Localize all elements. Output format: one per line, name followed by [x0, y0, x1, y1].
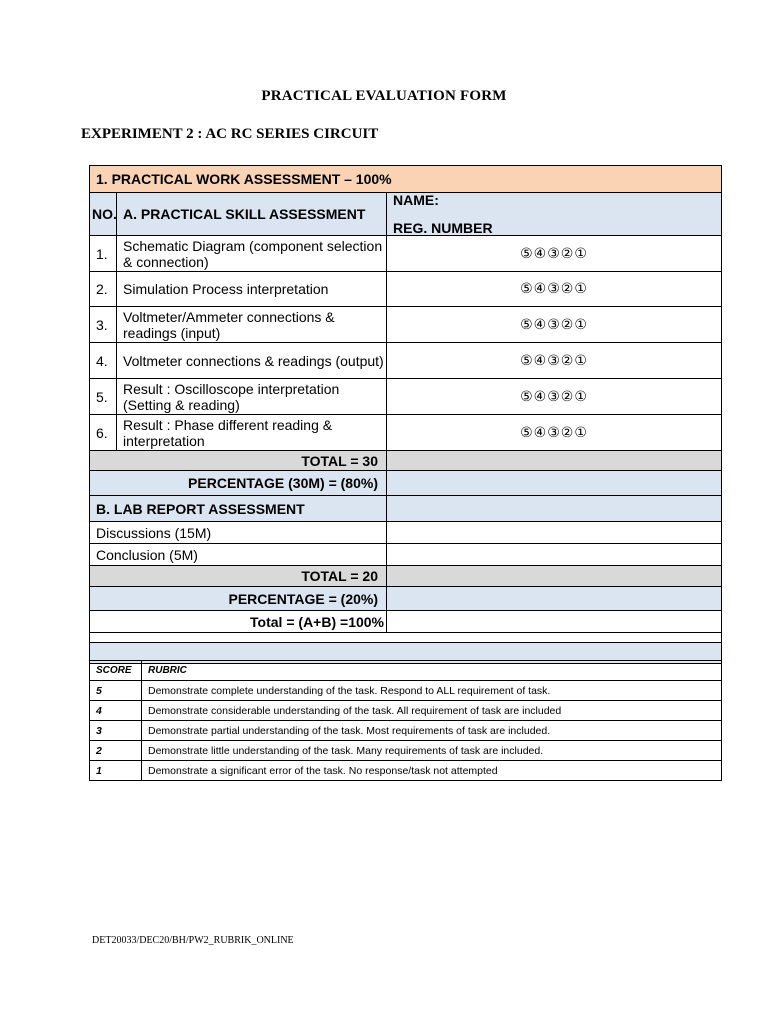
rubric-row — [90, 741, 722, 761]
rubric-row — [90, 761, 722, 781]
rubric-text: Demonstrate partial understanding of the task. Most requirements of task are included. — [142, 721, 722, 741]
experiment-title: EXPERIMENT 2 : AC RC SERIES CIRCUIT — [81, 126, 379, 142]
section-header-row — [90, 166, 722, 193]
row-number: 1. — [90, 236, 117, 272]
rubric-row — [90, 701, 722, 721]
rubric-text: Demonstrate considerable understanding of the task. All requirement of task are included — [142, 701, 722, 721]
name-label: NAME: — [393, 192, 439, 208]
row-number: 4. — [90, 343, 117, 379]
skill-label: Voltmeter connections & readings (output) — [117, 343, 387, 379]
section-b-title: B. LAB REPORT ASSESSMENT — [90, 496, 387, 522]
grand-total-row — [90, 611, 722, 633]
percentage-b-row — [90, 587, 722, 611]
rating-selector[interactable]: ⑤④③②① — [387, 307, 722, 343]
total-a-row — [90, 451, 722, 471]
percentage-b-value[interactable] — [387, 587, 722, 611]
report-item-score[interactable] — [387, 522, 722, 544]
row-number: 5. — [90, 379, 117, 415]
rating-selector[interactable]: ⑤④③②① — [387, 272, 722, 307]
col-no-header: NO. — [90, 193, 117, 236]
total-a-label: TOTAL = 30 — [90, 451, 387, 471]
reg-number-label: REG. NUMBER — [393, 220, 493, 236]
rubric-score: 4 — [90, 701, 142, 721]
rubric-row — [90, 721, 722, 741]
percentage-a-label: PERCENTAGE (30M) = (80%) — [90, 471, 387, 496]
skill-row — [90, 307, 722, 343]
rating-selector[interactable]: ⑤④③②① — [387, 343, 722, 379]
rubric-score: 2 — [90, 741, 142, 761]
rubric-row — [90, 681, 722, 701]
skill-row — [90, 272, 722, 307]
rating-selector[interactable]: ⑤④③②① — [387, 415, 722, 451]
section-b-value — [387, 496, 722, 522]
report-item-label: Conclusion (5M) — [90, 544, 387, 566]
grand-total-value[interactable] — [387, 611, 722, 633]
rating-selector[interactable]: ⑤④③②① — [387, 379, 722, 415]
total-a-value[interactable] — [387, 451, 722, 471]
rating-selector[interactable]: ⑤④③②① — [387, 236, 722, 272]
rubric-text: Demonstrate a significant error of the task. No response/task not attempted — [142, 761, 722, 781]
skill-label: Result : Oscilloscope interpretation (Setting & reading) — [117, 379, 387, 415]
total-b-label: TOTAL = 20 — [90, 566, 387, 587]
percentage-a-value[interactable] — [387, 471, 722, 496]
col-skill-header: A. PRACTICAL SKILL ASSESSMENT — [117, 193, 387, 236]
report-row — [90, 522, 722, 544]
column-header-row — [90, 193, 722, 236]
form-title: PRACTICAL EVALUATION FORM — [261, 88, 507, 104]
rubric-text: Demonstrate little understanding of the task. Many requirements of task are included. — [142, 741, 722, 761]
row-number: 2. — [90, 272, 117, 307]
spacer-cell — [90, 633, 722, 643]
grand-total-label: Total = (A+B) =100% — [90, 611, 387, 633]
total-b-value[interactable] — [387, 566, 722, 587]
skill-label: Result : Phase different reading & interpretation — [117, 415, 387, 451]
rubric-header-row — [90, 661, 722, 681]
section-title: 1. PRACTICAL WORK ASSESSMENT – 100% — [90, 166, 722, 193]
spacer-row — [90, 633, 722, 643]
skill-label: Simulation Process interpretation — [117, 272, 387, 307]
rubric-score: 3 — [90, 721, 142, 741]
assessment-table — [89, 165, 722, 664]
row-number: 6. — [90, 415, 117, 451]
percentage-a-row — [90, 471, 722, 496]
student-info-cell — [387, 193, 722, 236]
rubric-table — [89, 660, 722, 781]
percentage-b-label: PERCENTAGE = (20%) — [90, 587, 387, 611]
skill-row — [90, 236, 722, 272]
rubric-text: Demonstrate complete understanding of the task. Respond to ALL requirement of task. — [142, 681, 722, 701]
skill-row — [90, 379, 722, 415]
report-row — [90, 544, 722, 566]
skill-row — [90, 343, 722, 379]
row-number: 3. — [90, 307, 117, 343]
rubric-score: 5 — [90, 681, 142, 701]
report-item-score[interactable] — [387, 544, 722, 566]
total-b-row — [90, 566, 722, 587]
skill-label: Schematic Diagram (component selection & connection) — [117, 236, 387, 272]
document-code: DET20033/DEC20/BH/PW2_RUBRIK_ONLINE — [92, 935, 294, 946]
report-item-label: Discussions (15M) — [90, 522, 387, 544]
score-header: SCORE — [90, 661, 142, 681]
rubric-header: RUBRIC — [142, 661, 722, 681]
section-b-row — [90, 496, 722, 522]
skill-label: Voltmeter/Ammeter connections & readings (input) — [117, 307, 387, 343]
skill-row — [90, 415, 722, 451]
rubric-score: 1 — [90, 761, 142, 781]
